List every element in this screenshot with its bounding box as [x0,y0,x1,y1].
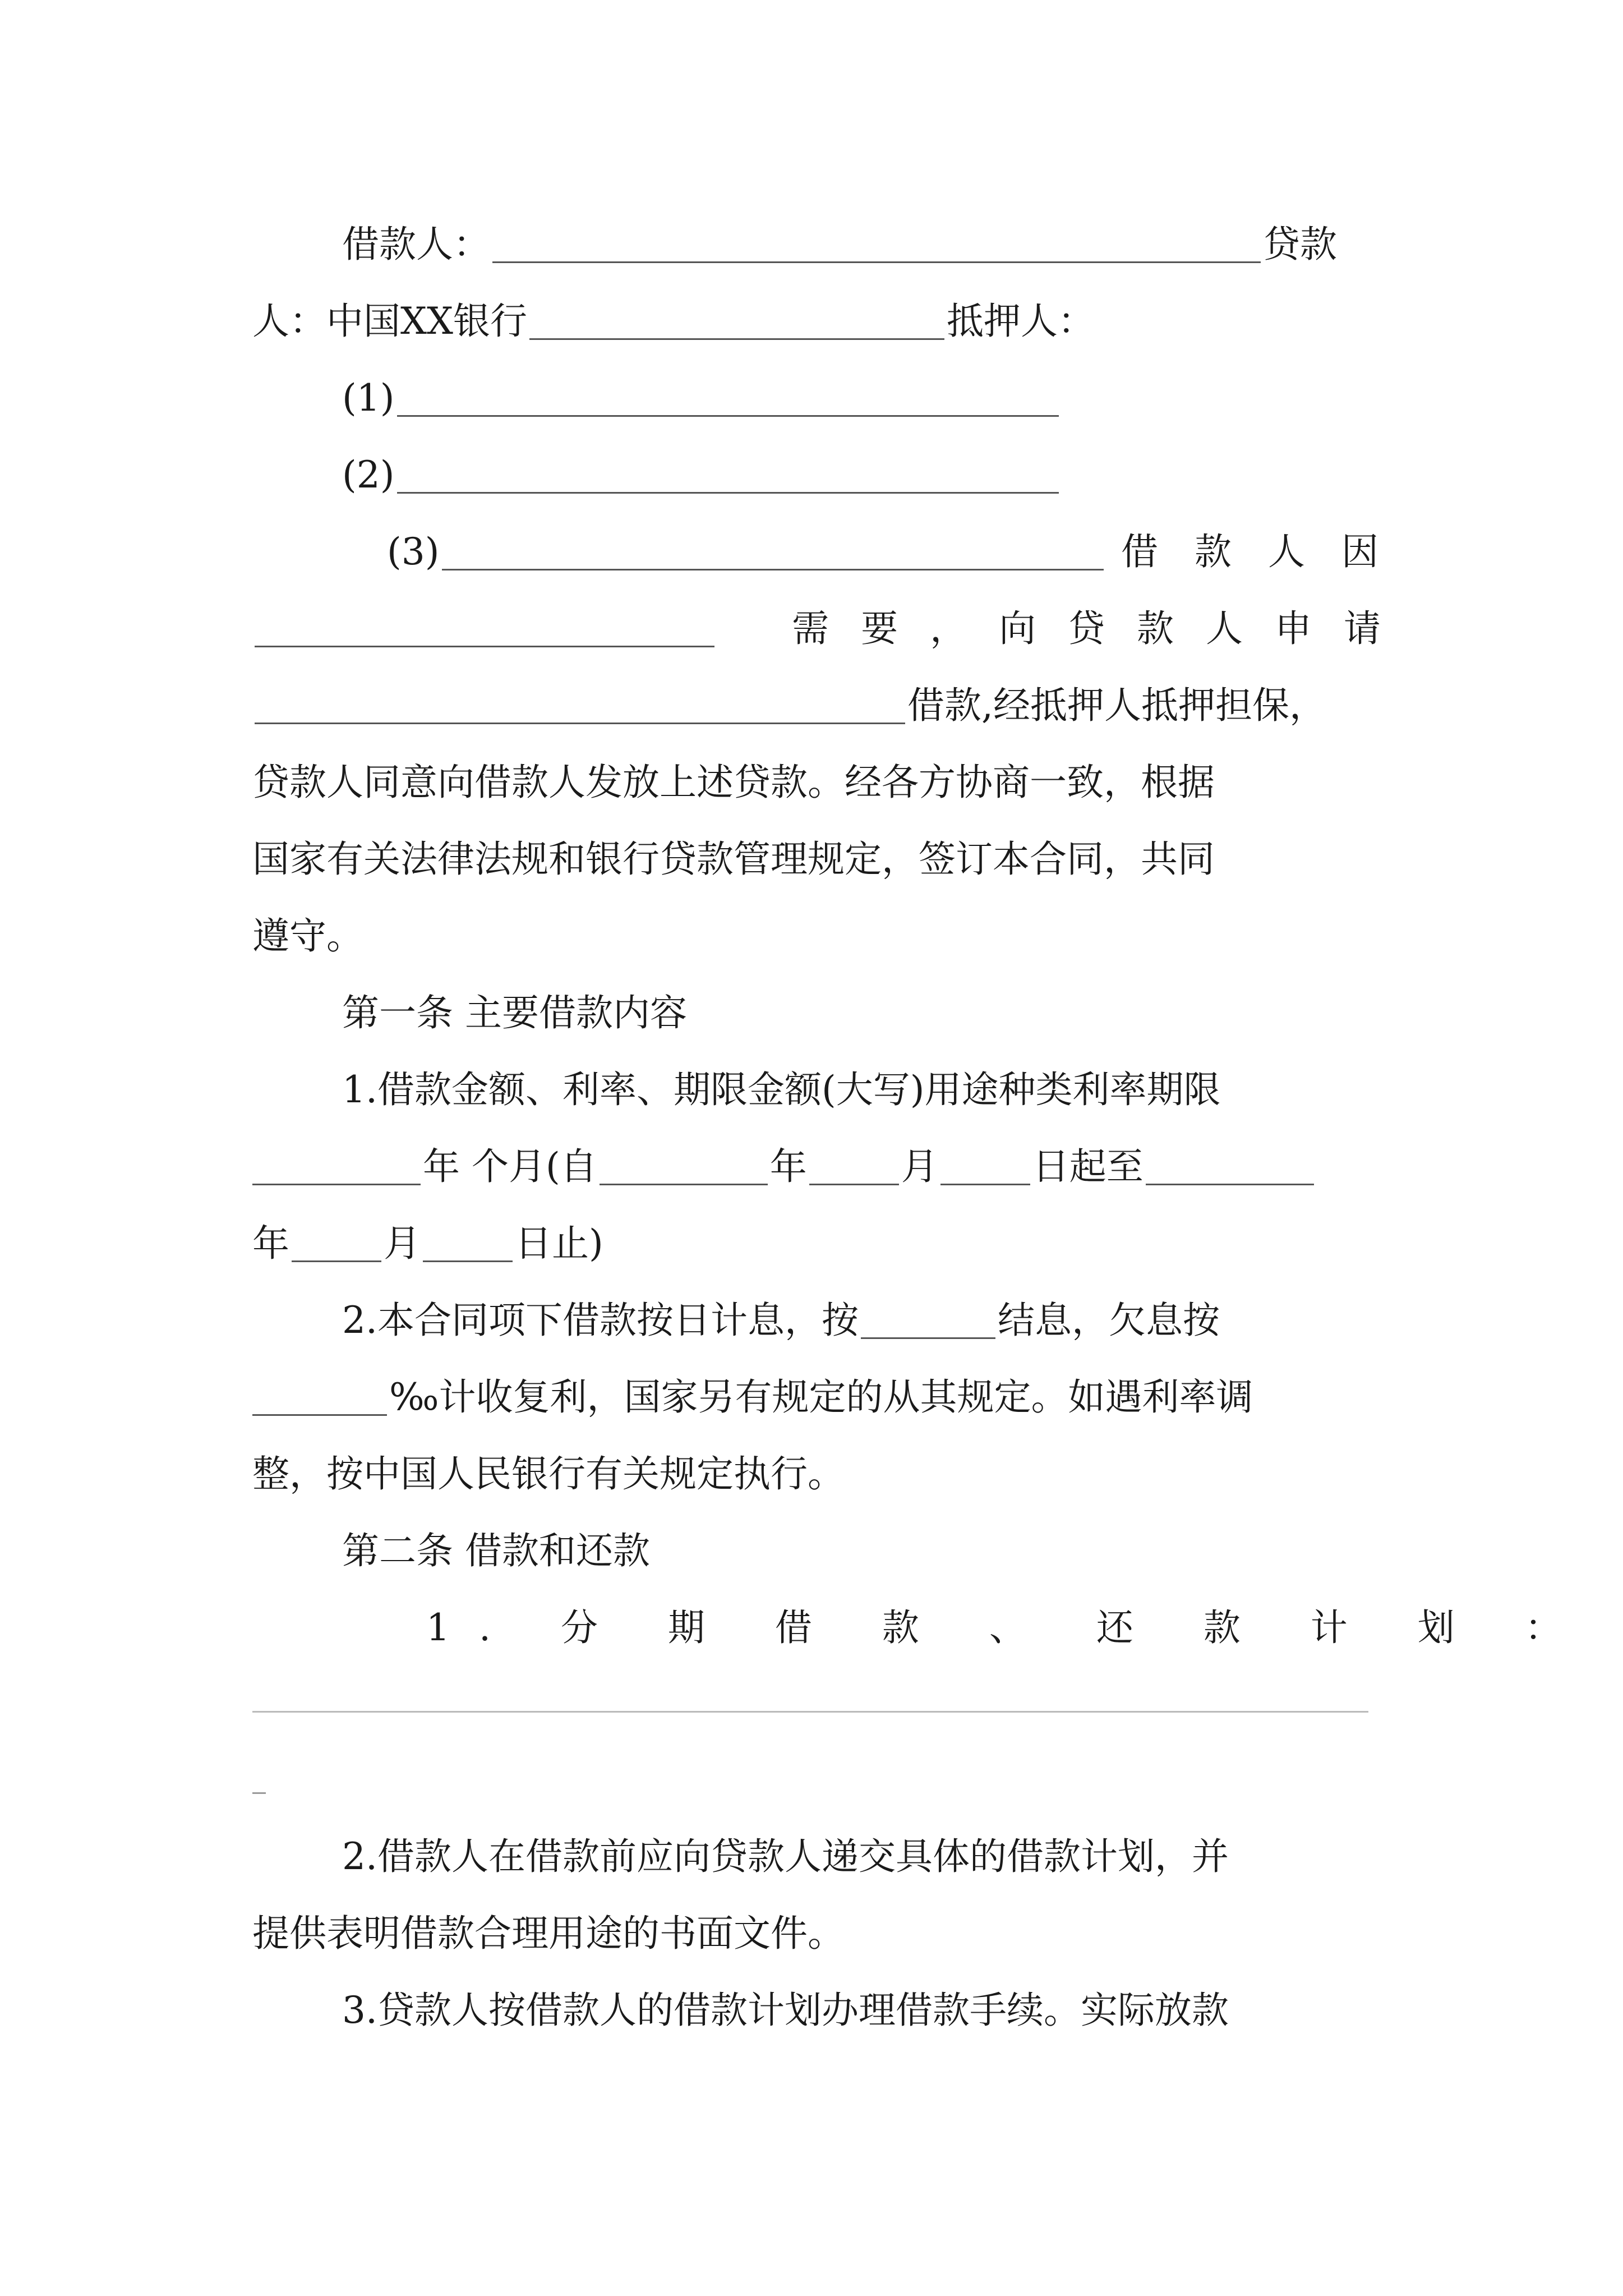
start-year-label: 年 [769,1145,807,1188]
end-month-label: 月 [384,1222,421,1265]
loan-amount-line [252,672,1391,739]
clause-2-2-line-2: 提供表明借款合理用途的书面文件。 [252,1912,845,1955]
borrower-due-label: 借 款 人 因 [1121,530,1391,573]
need-text: 需 要 ， 向 贷 款 人 申 请 [792,607,1391,650]
term-years-blank[interactable] [252,1149,421,1185]
preamble-text-d: 遵守。 [252,914,363,958]
start-year-blank[interactable] [600,1149,768,1185]
need-line [252,595,1391,662]
clause-2-line-3-text: 整，按中国人民银行有关规定执行。 [252,1452,845,1496]
end-month-blank[interactable] [292,1226,381,1262]
clause-2-3-line-1: 3.贷款人按借款人的借款计划办理借款手续。实际放款 [342,1989,1229,2032]
lender-blank[interactable] [529,303,944,340]
article-2-clause-3 [342,1977,1391,2044]
compound-interest-line [252,1364,1391,1431]
interest-settlement-blank[interactable] [861,1303,995,1339]
term-year-month: 年 个月(自 [423,1145,597,1188]
item-3-label: (3) [387,530,440,573]
lender-label-part1: 贷款 [1263,223,1337,266]
article-1-title-text: 第一条 主要借款内容 [342,991,687,1034]
clause-2-2-line-1: 2.借款人在借款前应向贷款人递交具体的借款计划，并 [342,1835,1229,1878]
start-month-blank[interactable] [809,1149,899,1185]
preamble-line-a: 借款,经抵押人抵押担保， [907,684,1326,727]
end-day-label: 日止) [515,1222,603,1265]
end-year-blank[interactable] [1146,1149,1314,1185]
term-line [252,1133,1391,1200]
mortgagor-item-2 [342,441,1391,509]
article-1-title [342,979,1391,1047]
purpose-blank[interactable] [255,611,714,647]
clause-2-line-3 [252,1441,1391,1508]
mortgagor-item-1 [342,365,1391,432]
borrower-blank[interactable] [492,227,1261,263]
term-end-line [252,1210,1391,1277]
item-2-label: (2) [342,453,395,496]
clause-2-part-1: 2.本合同项下借款按日计息，按 [342,1299,859,1342]
article-1-clause-2 [342,1287,1391,1354]
mortgagor-label: 抵押人： [946,300,1095,343]
item-1-label: (1) [342,376,395,420]
clause-2-line-2: ‰计收复利，国家另有规定的从其规定。如遇利率调 [389,1375,1253,1419]
article-2-clause-1 [426,1594,1591,1662]
mortgagor-item-3 [387,518,1391,586]
end-day-blank[interactable] [423,1226,513,1262]
preamble-line-b [252,749,1391,816]
compound-rate-blank[interactable] [252,1379,387,1416]
start-day-label: 日起至 [1032,1145,1144,1188]
article-2-title-text: 第二条 借款和还款 [342,1529,650,1572]
item-1-blank[interactable] [397,380,1059,417]
borrower-label: 借款人： [342,223,490,266]
item-3-blank[interactable] [442,534,1104,570]
article-2-clause-2-line-2 [252,1900,1391,1967]
article-1-clause-1 [342,1056,1391,1124]
lender-label-part2: 人：中国XX银行 [252,300,527,343]
start-day-blank[interactable] [940,1149,1030,1185]
item-2-blank[interactable] [397,457,1059,494]
lender-line [252,288,1391,355]
start-month-label: 月 [901,1145,938,1188]
installment-plan-blank-continuation [252,1792,266,1794]
loan-amount-blank[interactable] [255,688,905,724]
borrower-line [342,211,1391,278]
preamble-line-c [252,826,1391,893]
clause-1-text: 1.借款金额、利率、期限金额(大写)用途种类利率期限 [342,1068,1221,1111]
clause-2-part-2: 结息，欠息按 [997,1299,1220,1342]
article-2-clause-2 [342,1823,1391,1890]
end-year-label: 年 [252,1222,289,1265]
preamble-text-b: 贷款人同意向借款人发放上述贷款。经各方协商一致，根据 [252,761,1215,804]
article-2-title [342,1517,1391,1585]
preamble-text-c: 国家有关法律法规和银行贷款管理规定，签订本合同，共同 [252,838,1215,881]
installment-plan-label: 1. 分 期 借 款 、 还 款 计 划 ： [426,1606,1591,1649]
installment-plan-blank[interactable] [252,1711,1368,1713]
preamble-line-d [252,903,1391,970]
